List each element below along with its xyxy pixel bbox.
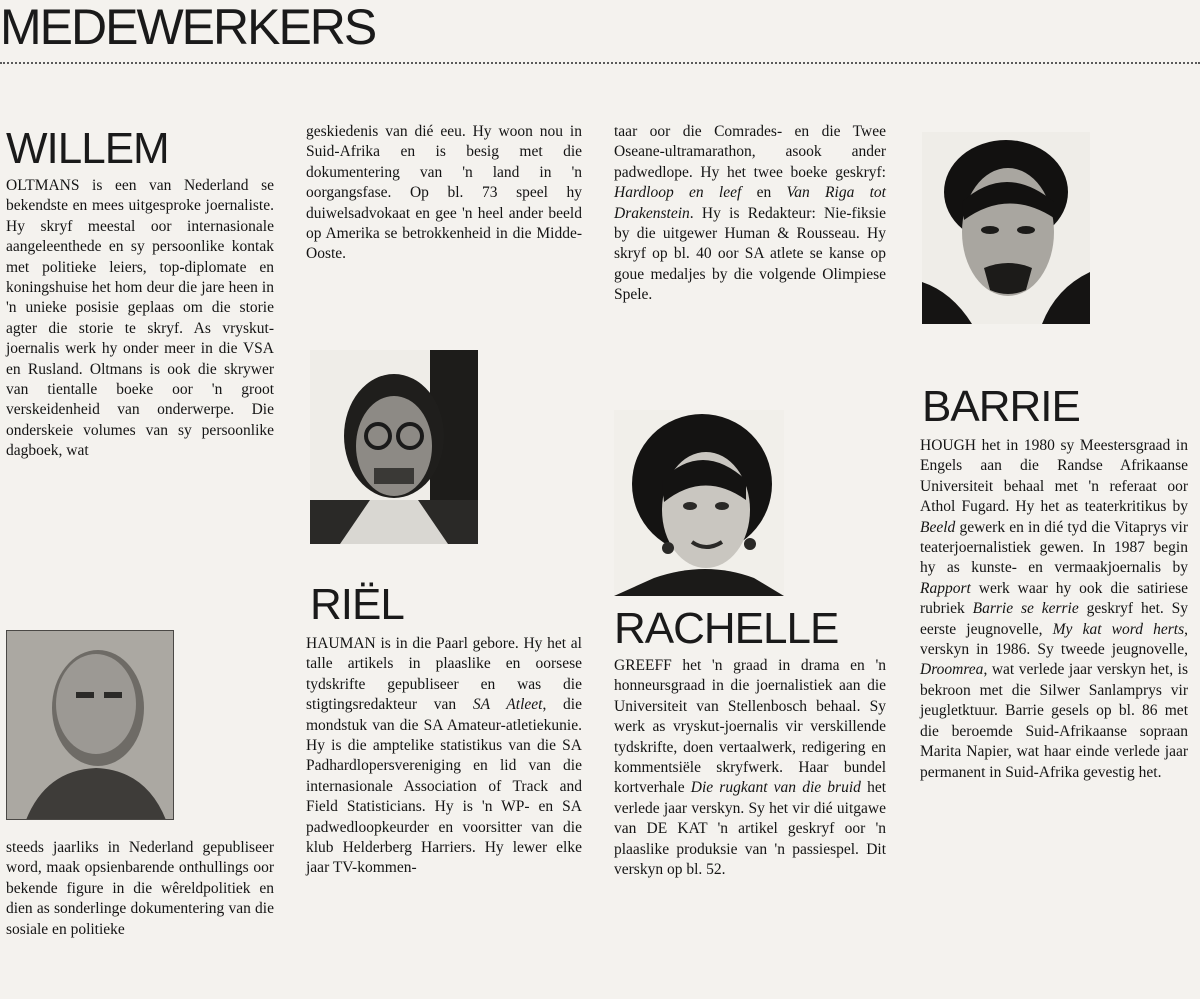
bio-rachelle-text-2: het verlede jaar verskyn. Sy het vir dié uitgawe van DE KAT 'n artikel geskryf oor 'n plaaslike produksie van 'n passiespel. Dit verskyn op bl. 52.	[614, 779, 887, 879]
bio-barrie-italic-novelle1: My kat word herts	[1052, 620, 1185, 638]
bio-riel-cont-text-1: taar oor die Comrades- en die Twee Oseane-ultramarathon, asook ander padwedlope. Hy het twee boeke geskryf:	[614, 123, 886, 181]
portrait-riel	[310, 350, 478, 544]
bio-barrie-text-3: werk waar hy ook die satiriese rubriek	[920, 579, 1188, 618]
bio-riel-text-1: HAUMAN is in die Paarl gebore. Hy het al talle artikels in plaaslike en oorsese tydskrifte gepubliseer en was die stigtingsredakteur van	[306, 635, 582, 714]
bio-barrie-italic-beeld: Beeld	[920, 518, 956, 536]
contributor-name-barrie: BARRIE	[922, 382, 1080, 431]
bio-barrie-text-1: HOUGH het in 1980 sy Meestersgraad in Engels aan die Randse Afrikaanse Universiteit behaal met 'n referaat oor Athol Fugard. Hy het as teaterkritikus by	[920, 437, 1188, 516]
bio-barrie-italic-rapport: Rapport	[920, 579, 971, 597]
bio-rachelle	[614, 656, 886, 880]
bio-willem-part1: OLTMANS is een van Nederland se bekendste en mees uitgesproke joernaliste. Hy skryf meestal oor internasionale aangeleenthede en sy persoonlike kontak met politieke leiers, top-diplomate en koningshuise het hom deur die jare heen in 'n unieke posisie geplaas om die storie agter die storie te skryf. As vryskut-joernalis werk hy onder meer in die VSA en Rusland. Oltmans is ook die skrywer van tientalle boeke oor 'n groot verskeidenheid van onderwerpe. Die onderskeie volumes van sy persoonlike dagboek, wat	[6, 177, 274, 460]
bio-riel-cont-text-3: . Hy is Redakteur: Nie-fiksie by die uitgewer Human & Rousseau. Hy skryf op bl. 40 oor SA atlete se kanse op goue medaljes by die volgende Olimpiese Spele.	[614, 204, 886, 304]
portrait-willem	[6, 630, 174, 820]
portrait-rachelle	[614, 410, 784, 596]
title-divider	[0, 62, 1200, 64]
bio-riel	[306, 634, 582, 879]
bio-barrie	[920, 436, 1188, 783]
bio-riel-cont-italic-1: Hardloop en leef	[614, 184, 742, 202]
bio-rachelle-text-1: GREEFF het 'n graad in drama en 'n honneursgraad in die joernalistiek aan die Universiteit van Stellenbosch behaal. Sy werk as vryskut-joernalis vir verskillende tydskrifte, doen vertaalwerk, redigering en kommentsiële skryfwerk. Haar bundel kortverhale	[614, 657, 886, 797]
bio-riel-text-2: , die mondstuk van die SA Amateur-atletiekunie. Hy is die amptelike statistikus van die SA Padhardlopersvereniging en lid van die internasionale Association of Track and Field Statisticians. Hy is 'n WP- en SA padwedloopkeurder en voorsitter van die klub Helderberg Harriers. Hy lewer elke jaar TV-kommen-	[306, 696, 582, 877]
bio-barrie-italic-rubriek: Barrie se kerrie	[972, 600, 1079, 618]
portrait-barrie	[922, 132, 1090, 324]
bio-barrie-text-4: geskryf het. Sy eerste jeugnovelle,	[920, 600, 1189, 638]
contributor-name-riel: RIËL	[310, 580, 404, 629]
contributor-name-willem: WILLEM	[6, 124, 169, 173]
contributor-name-rachelle: RACHELLE	[614, 604, 839, 653]
bio-riel-cont-italic-2: Van Riga tot Drakenstein	[614, 184, 886, 222]
bio-barrie-italic-novelle2: Droomrea	[920, 661, 984, 679]
bio-riel-italic-sa-atleet: SA Atleet	[472, 696, 543, 714]
bio-barrie-text-2: gewerk en in dié tyd die Vitaprys vir teaterjoernalistiek gewen. In 1987 begin hy as kunste- en vermaakjoernalis by	[920, 518, 1188, 577]
bio-rachelle-italic-book: Die rugkant van die bruid	[690, 779, 861, 797]
section-title: MEDEWERKERS	[0, 0, 376, 55]
bio-riel-cont-text-2: en	[741, 184, 787, 202]
bio-barrie-text-6: , wat verlede jaar verskyn het, is bekroon met die Silwer Sanlamprys vir jeugletktuur. Barrie gesels op bl. 86 met die beroemde Suid-Afrikaanse sopraan Marita Napier, wat haar einde verlede jaar permanent in Suid-Afrika gevestig het.	[920, 661, 1188, 781]
bio-willem-part3: geskiedenis van dié eeu. Hy woon nou in Suid-Afrika en is besig met die dokumentering van 'n land in 'n oorgangsfase. Op bl. 73 speel hy duiwelsadvokaat en gee 'n heel ander beeld op Amerika se betrokkenheid in die Midde-Ooste.	[306, 123, 582, 263]
bio-barrie-text-5: , verskyn in 1986. Sy tweede jeugnovelle,	[920, 620, 1188, 659]
bio-riel-continued	[614, 122, 886, 306]
bio-willem-part2: steeds jaarliks in Nederland gepubliseer word, maak opsienbarende onthullings oor bekende figure in die wêreldpolitiek en dien as sonderlinge dokumentering van die sosiale en politieke	[6, 839, 274, 938]
